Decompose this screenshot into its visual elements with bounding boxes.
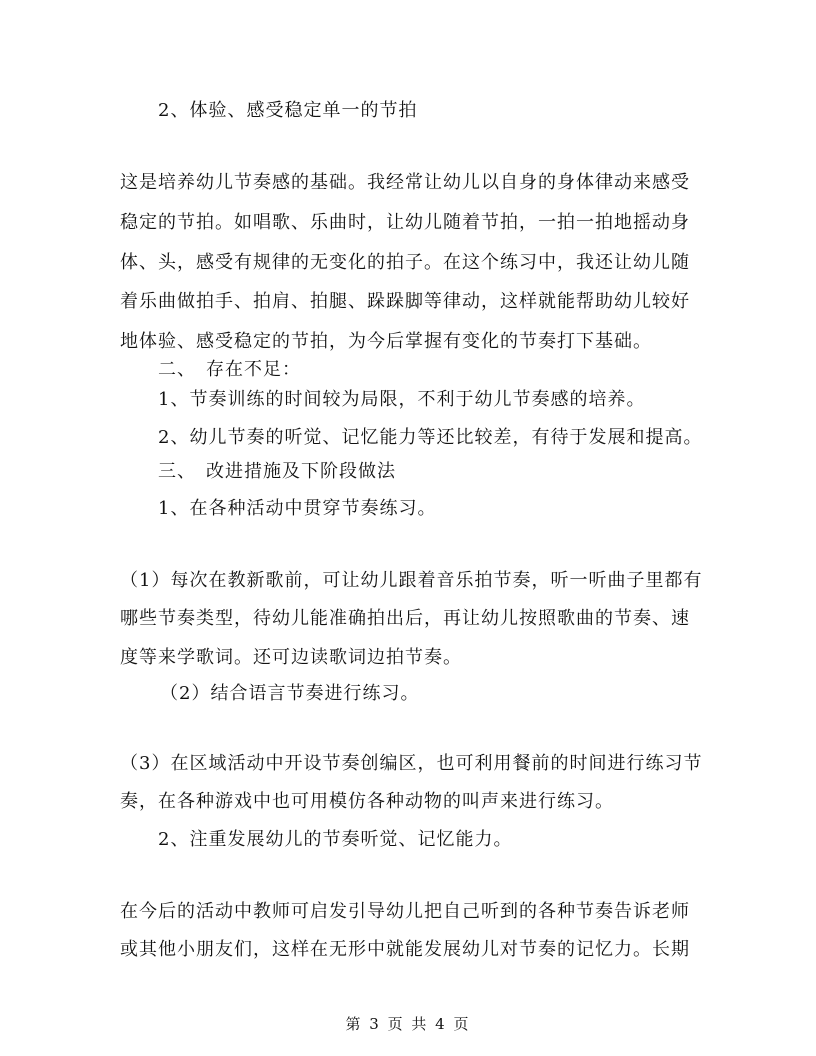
- text-line: （1）每次在教新歌前，可让幼儿跟着音乐拍节奏，听一听曲子里都有: [120, 570, 703, 591]
- text-line: 在今后的活动中教师可启发引导幼儿把自己听到的各种节奏告诉老师: [120, 901, 690, 922]
- section-heading: 三、 改进措施及下阶段做法: [158, 461, 396, 482]
- text-line: 奏，在各种游戏中也可用模仿各种动物的叫声来进行练习。: [120, 791, 614, 812]
- text-line: 或其他小朋友们，这样在无形中就能发展幼儿对节奏的记忆力。长期: [120, 939, 690, 960]
- text-line: 2、幼儿节奏的听觉、记忆能力等还比较差，有待于发展和提高。: [158, 427, 703, 448]
- text-line: 着乐曲做拍手、拍肩、拍腿、跺跺脚等律动，这样就能帮助幼儿较好: [120, 291, 690, 312]
- text-line: 2、体验、感受稳定单一的节拍: [158, 100, 418, 121]
- text-line: 1、节奏训练的时间较为局限，不利于幼儿节奏感的培养。: [158, 389, 646, 410]
- text-line: 稳定的节拍。如唱歌、乐曲时，让幼儿随着节拍，一拍一拍地摇动身: [120, 212, 690, 233]
- text-line: 2、注重发展幼儿的节奏听觉、记忆能力。: [158, 829, 513, 850]
- text-line: （2）结合语言节奏进行练习。: [160, 683, 420, 704]
- text-line: 度等来学歌词。还可边读歌词边拍节奏。: [120, 647, 462, 668]
- text-line: 1、在各种活动中贯穿节奏练习。: [158, 498, 437, 519]
- text-line: 体、头，感受有规律的无变化的拍子。在这个练习中，我还让幼儿随: [120, 252, 690, 273]
- text-line: 这是培养幼儿节奏感的基础。我经常让幼儿以自身的身体律动来感受: [120, 172, 690, 193]
- page-footer: 第 3 页 共 4 页: [345, 1015, 471, 1033]
- text-line: 地体验、感受稳定的节拍，为今后掌握有变化的节奏打下基础。: [120, 331, 652, 352]
- text-line: 哪些节奏类型，待幼儿能准确拍出后，再让幼儿按照歌曲的节奏、速: [120, 608, 690, 629]
- text-line: （3）在区域活动中开设节奏创编区，也可利用餐前的时间进行练习节: [120, 753, 703, 774]
- section-heading: 二、 存在不足：: [158, 359, 301, 380]
